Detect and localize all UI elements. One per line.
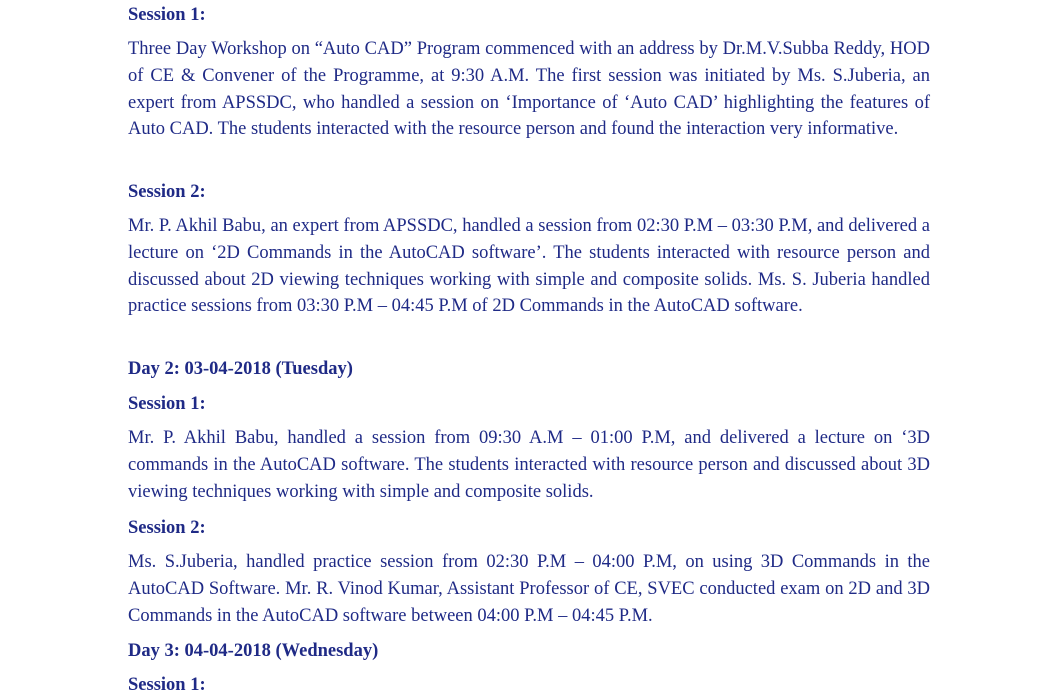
day-heading: Day 2: 03-04-2018 (Tuesday) xyxy=(128,359,353,379)
session-paragraph: Mr. P. Akhil Babu, an expert from APSSDC, handled a session from 02:30 P.M – 03:30 P.M, and delivered a lecture on ‘2D Commands in the AutoCAD software’. The students interacted with resource person and discussed about 2D viewing techniques working with simple and composite solids. Ms. S. Juberia handled practice sessions from 03:30 P.M – 04:45 P.M of 2D Commands in the AutoCAD software. xyxy=(128,216,930,317)
session-paragraph: Mr. P. Akhil Babu, handled a session from 09:30 A.M – 01:00 P.M, and delivered a lecture on ‘3D commands in the AutoCAD software. The students interacted with resource person and discussed about 3D viewing techniques working with simple and composite solids. xyxy=(128,428,930,502)
session-heading: Session 2: xyxy=(128,518,206,538)
session-heading: Session 1: xyxy=(128,394,206,414)
session-heading: Session 1: xyxy=(128,5,206,25)
session-heading: Session 2: xyxy=(128,182,206,202)
session-paragraph: Three Day Workshop on “Auto CAD” Program commenced with an address by Dr.M.V.Subba Reddy, HOD of CE & Convener of the Programme, at 9:30 A.M. The first session was initiated by Ms. S.Juberia, an expert from APSSDC, who handled a session on ‘Importance of ‘Auto CAD’ highlighting the features of Auto CAD. The students interacted with the resource person and found the interaction very informative. xyxy=(128,39,930,140)
session-paragraph: Ms. S.Juberia, handled practice session from 02:30 P.M – 04:00 P.M, on using 3D Commands in the AutoCAD Software. Mr. R. Vinod Kumar, Assistant Professor of CE, SVEC conducted exam on 2D and 3D Commands in the AutoCAD software between 04:00 P.M – 04:45 P.M. xyxy=(128,552,930,626)
day-heading: Day 3: 04-04-2018 (Wednesday) xyxy=(128,641,379,661)
session-heading: Session 1: xyxy=(128,675,206,695)
